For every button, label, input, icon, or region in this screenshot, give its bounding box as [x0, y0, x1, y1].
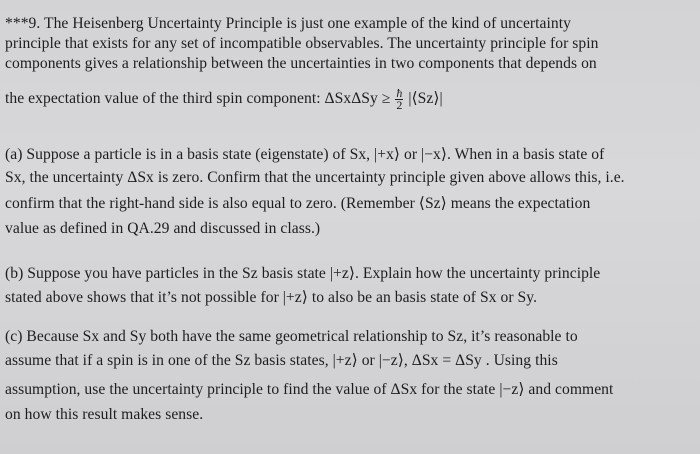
part-c-line-3: assumption, use the uncertainty principle to find the value of ΔSx for the state |−z⟩ and comment — [5, 381, 614, 398]
part-a-line-1: (a) Suppose a particle is in a basis state (eigenstate) of Sx, |+x⟩ or |−x⟩. When in a basis state of — [5, 146, 605, 163]
fraction-numerator: ħ — [396, 86, 403, 100]
uncertainty-formula — [324, 86, 443, 112]
part-a-line-3: confirm that the right-hand side is also equal to zero. (Remember ⟨Sz⟩ means the expectation — [5, 195, 591, 212]
problem-intro-line-1: ***9. The Heisenberg Uncertainty Principle is just one example of the kind of uncertainty — [5, 15, 571, 32]
problem-intro-line-4 — [5, 88, 443, 111]
hbar-over-two — [395, 88, 403, 111]
part-b-line-2: stated above shows that it’s not possible for |+z⟩ to also be an basis state of Sx or Sy. — [5, 289, 538, 306]
fraction-denominator: 2 — [396, 98, 403, 112]
part-c-line-4: on how this result makes sense. — [5, 406, 204, 423]
part-c-line-2: assume that if a spin is in one of the Sz basis states, |+z⟩ or |−z⟩, ΔSx = ΔSy . Using this — [5, 352, 558, 369]
problem-intro-line-2: principle that exists for any set of incompatible observables. The uncertainty principle for spin — [5, 35, 599, 52]
part-a-line-4: value as defined in QA.29 and discussed in class.) — [5, 220, 321, 237]
formula-lhs: ΔSxΔSy ≥ — [324, 90, 391, 108]
formula-rhs: |⟨Sz⟩| — [408, 90, 443, 108]
part-c-line-1: (c) Because Sx and Sy both have the same geometrical relationship to Sz, it’s reasonable to — [5, 328, 578, 345]
part-a-line-2: Sx, the uncertainty ΔSx is zero. Confirm that the uncertainty principle given above allows this, i.e. — [5, 169, 625, 186]
formula-lead-text: the expectation value of the third spin component: — [5, 90, 325, 108]
problem-intro-line-3: components gives a relationship between the uncertainties in two components that depends on — [5, 55, 597, 72]
part-b-line-1: (b) Suppose you have particles in the Sz basis state |+z⟩. Explain how the uncertainty principle — [5, 265, 601, 282]
